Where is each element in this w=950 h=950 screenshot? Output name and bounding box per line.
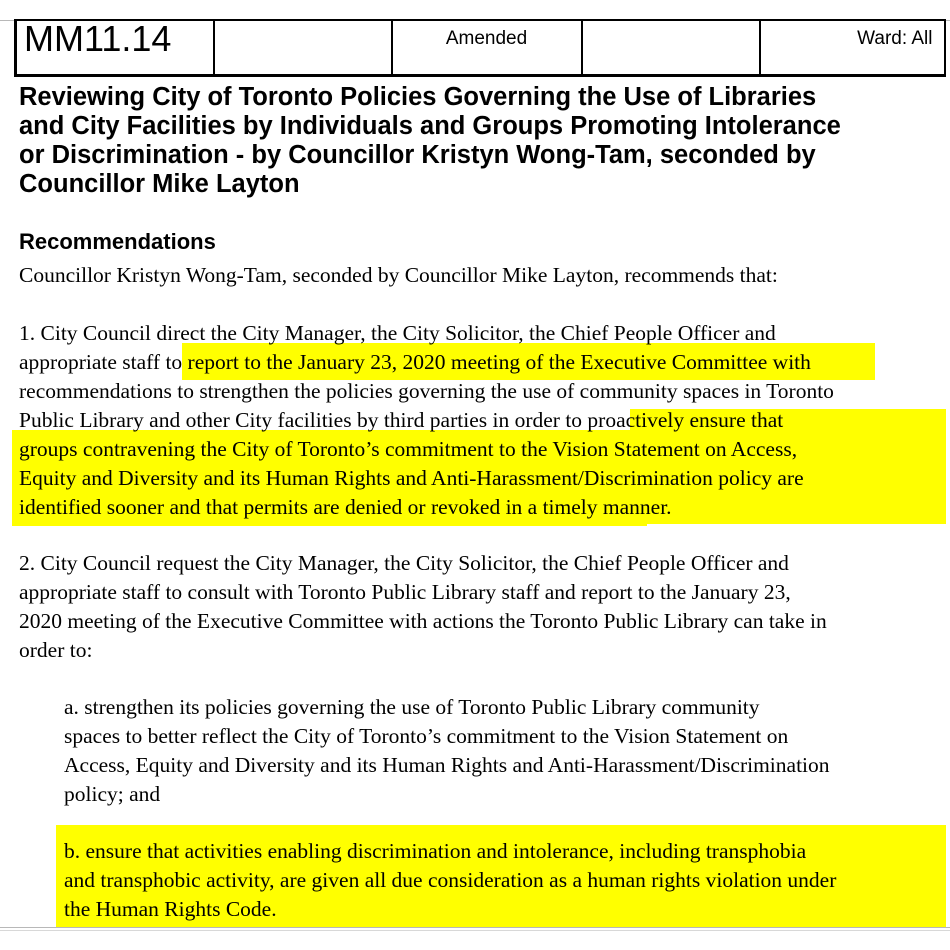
paragraph-line: order to: <box>19 638 93 662</box>
bottom-rule <box>0 927 950 928</box>
recommendation-2 <box>19 549 944 665</box>
item-status: Amended <box>392 20 582 76</box>
item-title <box>19 83 939 199</box>
header-empty-cell-2 <box>582 20 760 76</box>
paragraph-line: 2. City Council request the City Manager, the City Solicitor, the Chief People Officer and <box>19 551 789 575</box>
title-line: Reviewing City of Toronto Policies Governing the Use of Libraries <box>19 83 817 111</box>
paragraph-line: 2020 meeting of the Executive Committee with actions the Toronto Public Library can take in <box>19 609 827 633</box>
recommendation-2b <box>64 837 944 924</box>
paragraph-line: policy; and <box>64 782 161 806</box>
paragraph-line: and transphobic activity, are given all due consideration as a human rights violation under <box>64 868 837 892</box>
recommendations-intro: Councillor Kristyn Wong-Tam, seconded by Councillor Mike Layton, recommends that: <box>19 263 778 287</box>
item-header-table <box>14 19 946 77</box>
recommendation-2a <box>64 693 944 809</box>
paragraph-line: Equity and Diversity and its Human Rights and Anti-Harassment/Discrimination policy are <box>19 466 804 490</box>
title-line: Councillor Mike Layton <box>19 170 300 198</box>
paragraph-line: appropriate staff to consult with Toronto Public Library staff and report to the January 23, <box>19 580 791 604</box>
recommendations-heading: Recommendations <box>19 229 216 254</box>
item-ward: Ward: All <box>760 20 945 76</box>
title-line: or Discrimination - by Councillor Kristyn Wong-Tam, seconded by <box>19 141 816 169</box>
paragraph-line: recommendations to strengthen the policies governing the use of community spaces in Toronto <box>19 379 834 403</box>
header-empty-cell-1 <box>214 20 392 76</box>
paragraph-line: a. strengthen its policies governing the use of Toronto Public Library community <box>64 695 760 719</box>
paragraph-line: identified sooner and that permits are denied or revoked in a timely manner. <box>19 495 672 519</box>
title-line: and City Facilities by Individuals and Groups Promoting Intolerance <box>19 112 841 140</box>
paragraph-line: appropriate staff to report to the January 23, 2020 meeting of the Executive Committee with <box>19 350 811 374</box>
paragraph-line: 1. City Council direct the City Manager, the City Solicitor, the Chief People Officer and <box>19 321 776 345</box>
item-number: MM11.14 <box>16 20 214 76</box>
paragraph-line: b. ensure that activities enabling discrimination and intolerance, including transphobia <box>64 839 807 863</box>
recommendation-1 <box>19 319 944 522</box>
bottom-rule-secondary <box>0 930 950 931</box>
paragraph-line: spaces to better reflect the City of Toronto’s commitment to the Vision Statement on <box>64 724 789 748</box>
paragraph-line: groups contravening the City of Toronto’s commitment to the Vision Statement on Access, <box>19 437 798 461</box>
paragraph-line: Public Library and other City facilities by third parties in order to proactively ensure that <box>19 408 784 432</box>
paragraph-line: Access, Equity and Diversity and its Human Rights and Anti-Harassment/Discrimination <box>64 753 830 777</box>
paragraph-line: the Human Rights Code. <box>64 897 277 921</box>
